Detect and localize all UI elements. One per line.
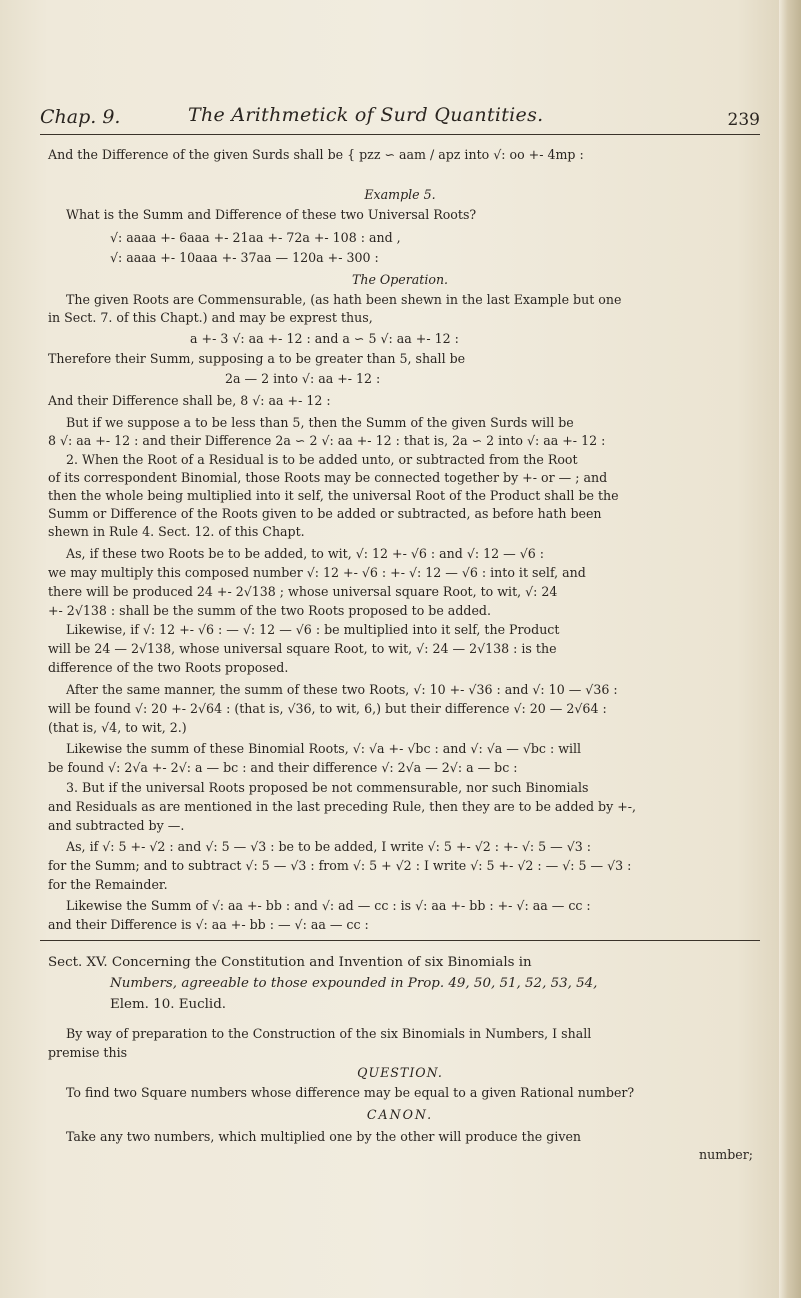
equation-line: a +- 3 √: aa +- 12 : and a ∽ 5 √: aa +- 12 :: [190, 331, 459, 346]
text-line: Take any two numbers, which multiplied one by the other will produce the given: [66, 1129, 582, 1144]
equation-line: √: aaaa +- 6aaa +- 21aa +- 72a +- 108 : and ,: [110, 230, 401, 245]
running-title: The Arithmetick of Surd Quantities.: [188, 104, 544, 126]
text-line: What is the Summ and Difference of these two Universal Roots?: [66, 207, 477, 222]
equation-line: √: aaaa +- 10aaa +- 37aa — 120a +- 300 :: [110, 250, 379, 265]
text-line: for the Summ; and to subtract √: 5 — √3 : from √: 5 + √2 : I write √: 5 +- √2 : — √: 5 — √3 :: [48, 858, 632, 873]
text-line: number;: [699, 1147, 753, 1162]
text-line: After the same manner, the summ of these two Roots, √: 10 +- √36 : and √: 10 — √36 :: [66, 682, 618, 697]
text-line: 3. But if the universal Roots proposed be not commensurable, nor such Binomials: [66, 780, 589, 795]
text-line: be found √: 2√a +- 2√: a — bc : and their difference √: 2√a — 2√: a — bc :: [48, 760, 518, 775]
text-line: Therefore their Summ, supposing a to be greater than 5, shall be: [48, 351, 466, 366]
canon-heading: CANON.: [366, 1107, 434, 1122]
text-line: will be found √: 20 +- 2√64 : (that is, √36, to wit, 6,) but their difference √: 20 — 2√64 :: [48, 701, 607, 716]
text-line: Likewise the Summ of √: aa +- bb : and √: ad — cc : is √: aa +- bb : +- √: aa — cc :: [66, 898, 591, 913]
text-line: Likewise, if √: 12 +- √6 : — √: 12 — √6 : be multiplied into it self, the Product: [66, 622, 560, 637]
equation-line: 2a — 2 into √: aa +- 12 :: [225, 371, 381, 386]
book-spine: [779, 0, 801, 1298]
text-line: +- 2√138 : shall be the summ of the two Roots proposed to be added.: [48, 603, 491, 618]
text-line: Likewise the summ of these Binomial Roots, √: √a +- √bc : and √: √a — √bc : will: [66, 741, 582, 756]
text-line: difference of the two Roots proposed.: [48, 660, 289, 675]
text-line: (that is, √4, to wit, 2.): [48, 720, 187, 735]
text-line: then the whole being multiplied into it self, the universal Root of the Product shall be the: [48, 488, 619, 503]
text-line: of its correspondent Binomial, those Roots may be connected together by +- or — ; and: [48, 470, 608, 485]
text-line: And the Difference of the given Surds shall be { pzz ∽ aam / apz into √: oo +- 4mp :: [48, 147, 584, 162]
text-line: shewn in Rule 4. Sect. 12. of this Chapt.: [48, 524, 305, 539]
text-line: By way of preparation to the Construction of the six Binomials in Numbers, I shall: [66, 1026, 592, 1041]
text-line: As, if these two Roots be to be added, to wit, √: 12 +- √6 : and √: 12 — √6 :: [66, 546, 545, 561]
page-number: 239: [727, 110, 760, 130]
text-line: 8 √: aa +- 12 : and their Difference 2a ∽ 2 √: aa +- 12 : that is, 2a ∽ 2 into √: aa +- 12 :: [48, 433, 606, 448]
section-heading: Numbers, agreeable to those expounded in Prop. 49, 50, 51, 52, 53, 54,: [110, 976, 598, 991]
section-heading: Sect. XV. Concerning the Constitution and Invention of six Binomials in: [48, 955, 532, 970]
chapter-label: Chap. 9.: [40, 106, 121, 128]
text-line: and subtracted by —.: [48, 818, 185, 833]
text-line: and their Difference is √: aa +- bb : — √: aa — cc :: [48, 917, 369, 932]
text-line: Summ or Difference of the Roots given to be added or subtracted, as before hath been: [48, 506, 602, 521]
section-heading: Elem. 10. Euclid.: [110, 997, 227, 1012]
text-line: in Sect. 7. of this Chapt.) and may be exprest thus,: [48, 310, 373, 325]
example-heading: Example 5.: [364, 187, 436, 202]
text-line: there will be produced 24 +- 2√138 ; whose universal square Root, to wit, √: 24: [48, 584, 558, 599]
operation-heading: The Operation.: [351, 272, 449, 287]
header-rule: [40, 134, 760, 135]
text-line: premise this: [48, 1045, 128, 1060]
text-line: will be 24 — 2√138, whose universal square Root, to wit, √: 24 — 2√138 : is the: [48, 641, 557, 656]
text-line: The given Roots are Commensurable, (as hath been shewn in the last Example but one: [66, 292, 622, 307]
text-line: As, if √: 5 +- √2 : and √: 5 — √3 : be to be added, I write √: 5 +- √2 : +- √: 5 — √3 :: [66, 839, 592, 854]
text-line: But if we suppose a to be less than 5, then the Summ of the given Surds will be: [66, 415, 574, 430]
text-line: we may multiply this composed number √: 12 +- √6 : +- √: 12 — √6 : into it self, and: [48, 565, 586, 580]
running-header: [40, 104, 760, 134]
text-line: To find two Square numbers whose difference may be equal to a given Rational number?: [66, 1085, 635, 1100]
text-line: for the Remainder.: [48, 877, 168, 892]
question-heading: QUESTION.: [357, 1065, 443, 1080]
text-line: and Residuals as are mentioned in the last preceding Rule, then they are to be added by +-,: [48, 799, 637, 814]
section-rule: [40, 940, 760, 941]
text-line: 2. When the Root of a Residual is to be added unto, or subtracted from the Root: [66, 452, 578, 467]
text-line: And their Difference shall be, 8 √: aa +- 12 :: [48, 393, 331, 408]
